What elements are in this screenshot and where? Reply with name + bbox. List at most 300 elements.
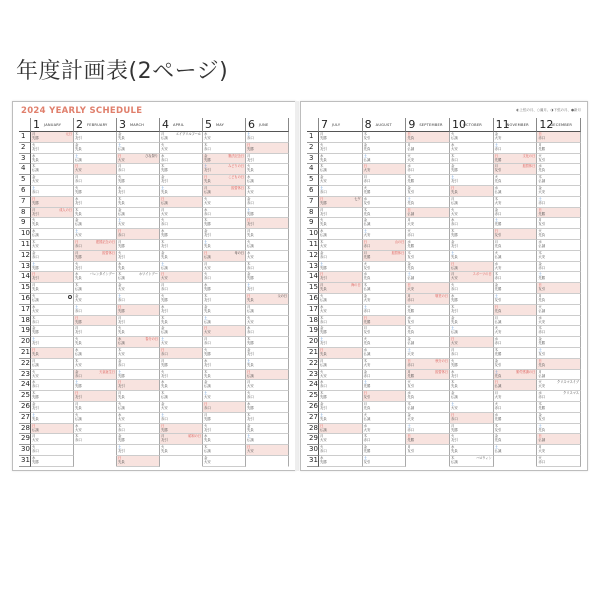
weekday-label: 日 <box>118 380 122 385</box>
rokuyo-label: 赤口 <box>204 341 211 346</box>
weekday-label: 土 <box>451 326 455 331</box>
month-header-april <box>160 118 203 132</box>
empty-day-cell <box>406 456 450 467</box>
day-number-cell <box>19 456 31 467</box>
weekday-label: 月 <box>247 304 251 309</box>
day-number: 25 <box>21 391 30 400</box>
rokuyo-label: 大安 <box>247 190 254 194</box>
rokuyo-label: 友引 <box>494 233 502 238</box>
weekday-label: 木 <box>161 164 165 169</box>
rokuyo-label: 大安 <box>451 341 458 346</box>
event-label: 秋分の日 <box>435 358 448 363</box>
weekday-label: 土 <box>363 380 368 385</box>
weekday-label: 土 <box>538 272 542 277</box>
weekday-label: 土 <box>75 153 79 158</box>
day-cell <box>450 370 494 381</box>
weekday-label: 水 <box>32 304 36 309</box>
day-cell <box>406 337 450 348</box>
rokuyo-label: 大安 <box>363 362 371 367</box>
rokuyo-label: 大安 <box>494 200 502 205</box>
weekday-label: 火 <box>247 240 251 244</box>
weekday-label: 月 <box>75 250 79 255</box>
rokuyo-label: 先勝 <box>204 287 211 292</box>
weekday-label: 月 <box>118 240 122 244</box>
rokuyo-label: 友引 <box>451 308 458 313</box>
rokuyo-label: 友引 <box>204 298 211 302</box>
day-number: 13 <box>21 261 30 270</box>
weekday-label: 月 <box>247 153 251 158</box>
rokuyo-label: 仏滅 <box>320 168 327 173</box>
rokuyo-label: 大安 <box>320 373 327 378</box>
rokuyo-label: 先負 <box>75 406 82 410</box>
weekday-label: 月 <box>75 326 79 331</box>
weekday-label: 火 <box>161 294 165 298</box>
day-number-cell <box>307 294 319 305</box>
rokuyo-label: 大安 <box>320 179 327 184</box>
weekday-label: 火 <box>320 218 324 223</box>
day-number: 26 <box>309 402 318 410</box>
day-cell <box>31 391 74 402</box>
weekday-label: 日 <box>204 250 208 255</box>
weekday-label: 土 <box>363 304 368 309</box>
rokuyo-label: 赤口 <box>32 319 39 324</box>
day-cell <box>363 294 407 305</box>
rokuyo-label: 友引 <box>451 179 458 184</box>
weekday-label: 水 <box>247 326 251 331</box>
day-cell <box>31 370 74 381</box>
weekday-label: 金 <box>451 391 455 396</box>
day-cell <box>74 402 117 413</box>
rokuyo-label: 大安 <box>538 384 546 389</box>
weekday-label: 水 <box>494 261 499 266</box>
month-number: 3 <box>119 118 126 131</box>
day-cell <box>74 240 117 251</box>
rokuyo-label: 友引 <box>451 244 458 248</box>
day-number: 11 <box>309 240 318 248</box>
weekday-label: 土 <box>75 304 79 309</box>
rokuyo-label: 先負 <box>32 287 39 292</box>
day-cell <box>319 337 363 348</box>
day-cell <box>406 445 450 456</box>
day-cell <box>406 294 450 305</box>
day-cell <box>363 316 407 327</box>
day-cell <box>406 208 450 219</box>
rokuyo-label: 大安 <box>118 287 125 292</box>
day-cell <box>494 272 538 283</box>
weekday-label: 火 <box>538 229 542 234</box>
day-cell <box>537 251 581 262</box>
rokuyo-label: 先負 <box>407 395 415 400</box>
day-cell <box>74 154 117 165</box>
day-number: 12 <box>21 250 30 259</box>
day-number: 25 <box>309 391 318 400</box>
rokuyo-label: 友引 <box>161 179 168 184</box>
weekday-label: 金 <box>161 250 165 255</box>
day-cell <box>494 208 538 219</box>
day-number: 23 <box>309 369 318 378</box>
rokuyo-label: 赤口 <box>118 233 125 238</box>
day-cell <box>117 262 160 273</box>
day-cell <box>450 348 494 359</box>
rokuyo-label: 仏滅 <box>494 449 502 454</box>
rokuyo-label: 大安 <box>451 211 458 216</box>
weekday-label: 火 <box>32 142 36 147</box>
rokuyo-label: 赤口 <box>407 427 415 432</box>
weekday-label: 土 <box>494 218 499 223</box>
day-number: 2 <box>309 142 314 151</box>
weekday-label: 日 <box>494 304 499 309</box>
month-name: MAY <box>216 123 225 127</box>
rokuyo-label: 赤口 <box>538 460 546 464</box>
weekday-label: 日 <box>75 164 79 169</box>
day-cell <box>537 143 581 154</box>
day-cell <box>74 143 117 154</box>
day-cell <box>319 240 363 251</box>
weekday-label: 土 <box>118 142 122 147</box>
weekday-label: 日 <box>75 315 79 320</box>
weekday-label: 土 <box>75 380 79 385</box>
rokuyo-label: 先勝 <box>363 319 371 324</box>
day-number-cell <box>19 208 31 219</box>
day-cell <box>246 413 289 424</box>
event-label: 振替休日 <box>435 369 448 374</box>
day-number-cell <box>307 305 319 316</box>
rokuyo-label: 先負 <box>538 298 546 302</box>
weekday-label: 水 <box>204 207 208 212</box>
weekday-label: 火 <box>451 434 455 439</box>
rokuyo-label: 赤口 <box>320 449 327 454</box>
day-number: 20 <box>21 337 30 346</box>
rokuyo-label: 友引 <box>161 308 168 313</box>
rokuyo-label: 仏滅 <box>75 416 82 421</box>
day-cell <box>319 283 363 294</box>
weekday-label: 火 <box>204 272 208 277</box>
day-number: 22 <box>309 358 318 367</box>
weekday-label: 水 <box>204 132 208 136</box>
weekday-label: 火 <box>161 142 165 147</box>
rokuyo-label: 友引 <box>32 276 39 281</box>
day-number: 9 <box>21 218 26 227</box>
day-cell <box>450 413 494 424</box>
day-number-cell <box>19 391 31 402</box>
day-number: 19 <box>309 326 318 335</box>
empty-day-cell <box>246 456 289 467</box>
day-cell <box>363 424 407 435</box>
weekday-label: 日 <box>247 445 251 450</box>
day-cell <box>319 434 363 445</box>
weekday-label: 土 <box>118 369 122 374</box>
day-number: 3 <box>309 153 314 162</box>
weekday-label: 木 <box>407 402 411 406</box>
day-cell <box>246 370 289 381</box>
day-number: 21 <box>21 348 30 356</box>
weekday-label: 木 <box>538 175 542 180</box>
day-cell <box>246 283 289 294</box>
month-header-february <box>74 118 117 132</box>
weekday-label: 金 <box>538 186 542 190</box>
day-number-cell <box>19 218 31 229</box>
rokuyo-label: 友引 <box>538 287 546 292</box>
rokuyo-label: 大安 <box>161 341 168 346</box>
month-number: 7 <box>321 118 328 131</box>
day-cell <box>31 316 74 327</box>
rokuyo-label: 先負 <box>118 136 125 140</box>
day-number: 23 <box>21 369 30 378</box>
weekday-label: 木 <box>247 337 251 342</box>
left-page <box>12 101 296 471</box>
day-cell <box>160 186 203 197</box>
day-number-cell <box>19 370 31 381</box>
rokuyo-label: 仏滅 <box>204 190 211 194</box>
weekday-label: 月 <box>118 315 122 320</box>
rokuyo-label: 仏滅 <box>363 416 371 421</box>
weekday-label: 金 <box>494 132 499 136</box>
rokuyo-label: 先負 <box>204 308 211 313</box>
weekday-label: 日 <box>247 218 251 223</box>
day-cell <box>363 391 407 402</box>
day-cell <box>31 424 74 435</box>
rokuyo-label: 先勝 <box>407 179 415 184</box>
weekday-label: 火 <box>75 412 79 417</box>
weekday-label: 金 <box>75 369 79 374</box>
rokuyo-label: 先負 <box>407 265 415 270</box>
month-name: APRIL <box>173 123 185 127</box>
rokuyo-label: 友引 <box>118 319 125 324</box>
day-number-cell <box>307 316 319 327</box>
event-label: クリスマスイブ <box>556 380 579 385</box>
rokuyo-label: 先勝 <box>320 395 327 400</box>
day-cell <box>74 283 117 294</box>
rokuyo-label: 先勝 <box>494 416 502 421</box>
weekday-label: 金 <box>204 456 208 460</box>
day-cell <box>319 143 363 154</box>
day-number: 8 <box>309 207 314 216</box>
day-cell <box>537 197 581 208</box>
day-cell <box>494 240 538 251</box>
day-number-cell <box>307 262 319 273</box>
weekday-label: 日 <box>494 153 499 158</box>
rokuyo-label: 友引 <box>32 406 39 410</box>
month-header-june <box>246 118 289 132</box>
day-cell <box>363 218 407 229</box>
day-cell <box>363 262 407 273</box>
weekday-label: 火 <box>204 196 208 201</box>
day-number: 18 <box>21 315 30 324</box>
day-cell <box>74 218 117 229</box>
month-header-november <box>494 118 538 132</box>
day-cell <box>203 413 246 424</box>
day-cell <box>450 359 494 370</box>
day-number: 11 <box>21 240 30 248</box>
day-cell <box>31 143 74 154</box>
weekday-label: 火 <box>451 132 455 136</box>
weekday-label: 水 <box>204 434 208 439</box>
weekday-label: 木 <box>363 207 368 212</box>
rokuyo-label: 先負 <box>363 341 371 346</box>
weekday-label: 日 <box>538 207 542 212</box>
day-cell <box>203 305 246 316</box>
day-number: 6 <box>309 186 314 194</box>
weekday-label: 月 <box>247 380 251 385</box>
rokuyo-label: 仏滅 <box>494 319 502 324</box>
rokuyo-label: 赤口 <box>204 146 211 151</box>
rokuyo-label: 仏滅 <box>32 168 39 173</box>
day-cell <box>494 402 538 413</box>
rokuyo-label: 赤口 <box>320 254 327 259</box>
rokuyo-label: 赤口 <box>161 416 168 421</box>
weekday-label: 火 <box>363 337 368 342</box>
day-number-cell <box>19 380 31 391</box>
weekday-label: 水 <box>451 218 455 223</box>
day-number-cell <box>307 229 319 240</box>
day-number: 5 <box>21 175 26 184</box>
month-name: JULY <box>332 123 341 127</box>
day-cell <box>450 434 494 445</box>
day-number-cell <box>307 434 319 445</box>
rokuyo-label: 先勝 <box>32 330 39 335</box>
weekday-label: 金 <box>118 434 122 439</box>
weekday-label: 水 <box>494 186 499 190</box>
rokuyo-label: 友引 <box>247 287 254 292</box>
rokuyo-label: 友引 <box>118 190 125 194</box>
day-cell <box>117 337 160 348</box>
day-number-cell <box>19 143 31 154</box>
weekday-label: 金 <box>363 369 368 374</box>
weekday-label: 土 <box>118 294 122 298</box>
rokuyo-label: 先負 <box>161 254 168 259</box>
rokuyo-label: 先勝 <box>494 222 502 227</box>
day-cell <box>319 294 363 305</box>
day-cell <box>160 305 203 316</box>
weekday-label: 土 <box>538 423 542 428</box>
weekday-label: 土 <box>363 456 368 460</box>
day-cell <box>406 326 450 337</box>
rokuyo-label: 仏滅 <box>407 406 415 410</box>
weekday-label: 火 <box>320 445 324 450</box>
day-cell <box>117 272 160 283</box>
day-cell <box>406 251 450 262</box>
weekday-label: 月 <box>451 196 455 201</box>
weekday-label: 月 <box>451 423 455 428</box>
day-number: 13 <box>309 261 318 270</box>
day-cell <box>160 132 203 143</box>
day-number-cell <box>19 359 31 370</box>
day-cell <box>406 240 450 251</box>
weekday-label: 火 <box>32 218 36 223</box>
rokuyo-label: 先勝 <box>407 308 415 313</box>
day-cell <box>74 272 117 283</box>
weekday-label: 月 <box>32 283 36 288</box>
weekday-label: 木 <box>247 261 251 266</box>
day-cell <box>363 337 407 348</box>
day-number-cell <box>307 283 319 294</box>
rokuyo-label: 仏滅 <box>118 211 125 216</box>
day-cell <box>406 283 450 294</box>
day-cell <box>117 251 160 262</box>
weekday-label: 火 <box>320 369 324 374</box>
day-cell <box>117 218 160 229</box>
day-cell <box>160 424 203 435</box>
rokuyo-label: 友引 <box>32 146 39 151</box>
weekday-label: 金 <box>320 175 324 180</box>
day-cell <box>203 456 246 467</box>
day-cell <box>203 240 246 251</box>
day-cell <box>246 316 289 327</box>
weekday-label: 金 <box>320 402 324 406</box>
rokuyo-label: 友引 <box>204 168 211 173</box>
rokuyo-label: 大安 <box>32 438 39 443</box>
weekday-label: 木 <box>118 348 122 352</box>
day-cell <box>537 208 581 219</box>
day-cell <box>537 154 581 165</box>
weekday-label: 水 <box>247 175 251 180</box>
day-cell <box>450 175 494 186</box>
weekday-label: 土 <box>363 153 368 158</box>
rokuyo-label: 先勝 <box>247 211 254 216</box>
rokuyo-label: 仏滅 <box>247 373 254 378</box>
day-number: 16 <box>21 294 30 302</box>
weekday-label: 木 <box>451 229 455 234</box>
day-cell <box>537 305 581 316</box>
rokuyo-label: 仏滅 <box>538 373 546 378</box>
rokuyo-label: 大安 <box>538 190 546 194</box>
weekday-label: 木 <box>407 250 411 255</box>
weekday-label: 水 <box>407 164 411 169</box>
rokuyo-label: 先勝 <box>363 449 371 454</box>
empty-day-cell <box>74 445 117 456</box>
rokuyo-label: 友引 <box>204 362 211 367</box>
weekday-label: 金 <box>538 337 542 342</box>
weekday-label: 土 <box>407 196 411 201</box>
weekday-label: 火 <box>363 186 368 190</box>
rokuyo-label: 仏滅 <box>32 233 39 238</box>
day-cell <box>117 186 160 197</box>
rokuyo-label: 赤口 <box>118 168 125 173</box>
rokuyo-label: 先勝 <box>75 319 82 324</box>
day-cell <box>74 391 117 402</box>
rokuyo-label: 先負 <box>407 136 415 140</box>
day-number-cell <box>19 186 31 197</box>
rokuyo-label: 友引 <box>118 254 125 259</box>
day-cell <box>494 262 538 273</box>
month-header-august <box>363 118 407 132</box>
day-cell <box>203 218 246 229</box>
day-cell <box>117 294 160 305</box>
rokuyo-label: 友引 <box>247 157 254 162</box>
day-cell <box>117 154 160 165</box>
weekday-label: 木 <box>538 326 542 331</box>
weekday-label: 月 <box>75 175 79 180</box>
weekday-label: 木 <box>161 240 165 244</box>
weekday-label: 月 <box>538 445 542 450</box>
day-number-cell <box>19 272 31 283</box>
rokuyo-label: 先勝 <box>538 341 546 346</box>
day-cell <box>246 208 289 219</box>
rokuyo-label: 先負 <box>363 211 371 216</box>
rokuyo-label: 友引 <box>363 460 371 464</box>
day-cell <box>246 424 289 435</box>
month-number: 1 <box>33 118 40 131</box>
weekday-label: 水 <box>161 229 165 234</box>
rokuyo-label: 大安 <box>75 427 82 432</box>
day-cell <box>363 326 407 337</box>
day-number: 15 <box>21 283 30 292</box>
month-name: AUGUST <box>375 123 392 127</box>
day-cell <box>537 326 581 337</box>
weekday-label: 火 <box>451 207 455 212</box>
weekday-label: 火 <box>494 402 499 406</box>
rokuyo-label: 仏滅 <box>32 427 39 432</box>
